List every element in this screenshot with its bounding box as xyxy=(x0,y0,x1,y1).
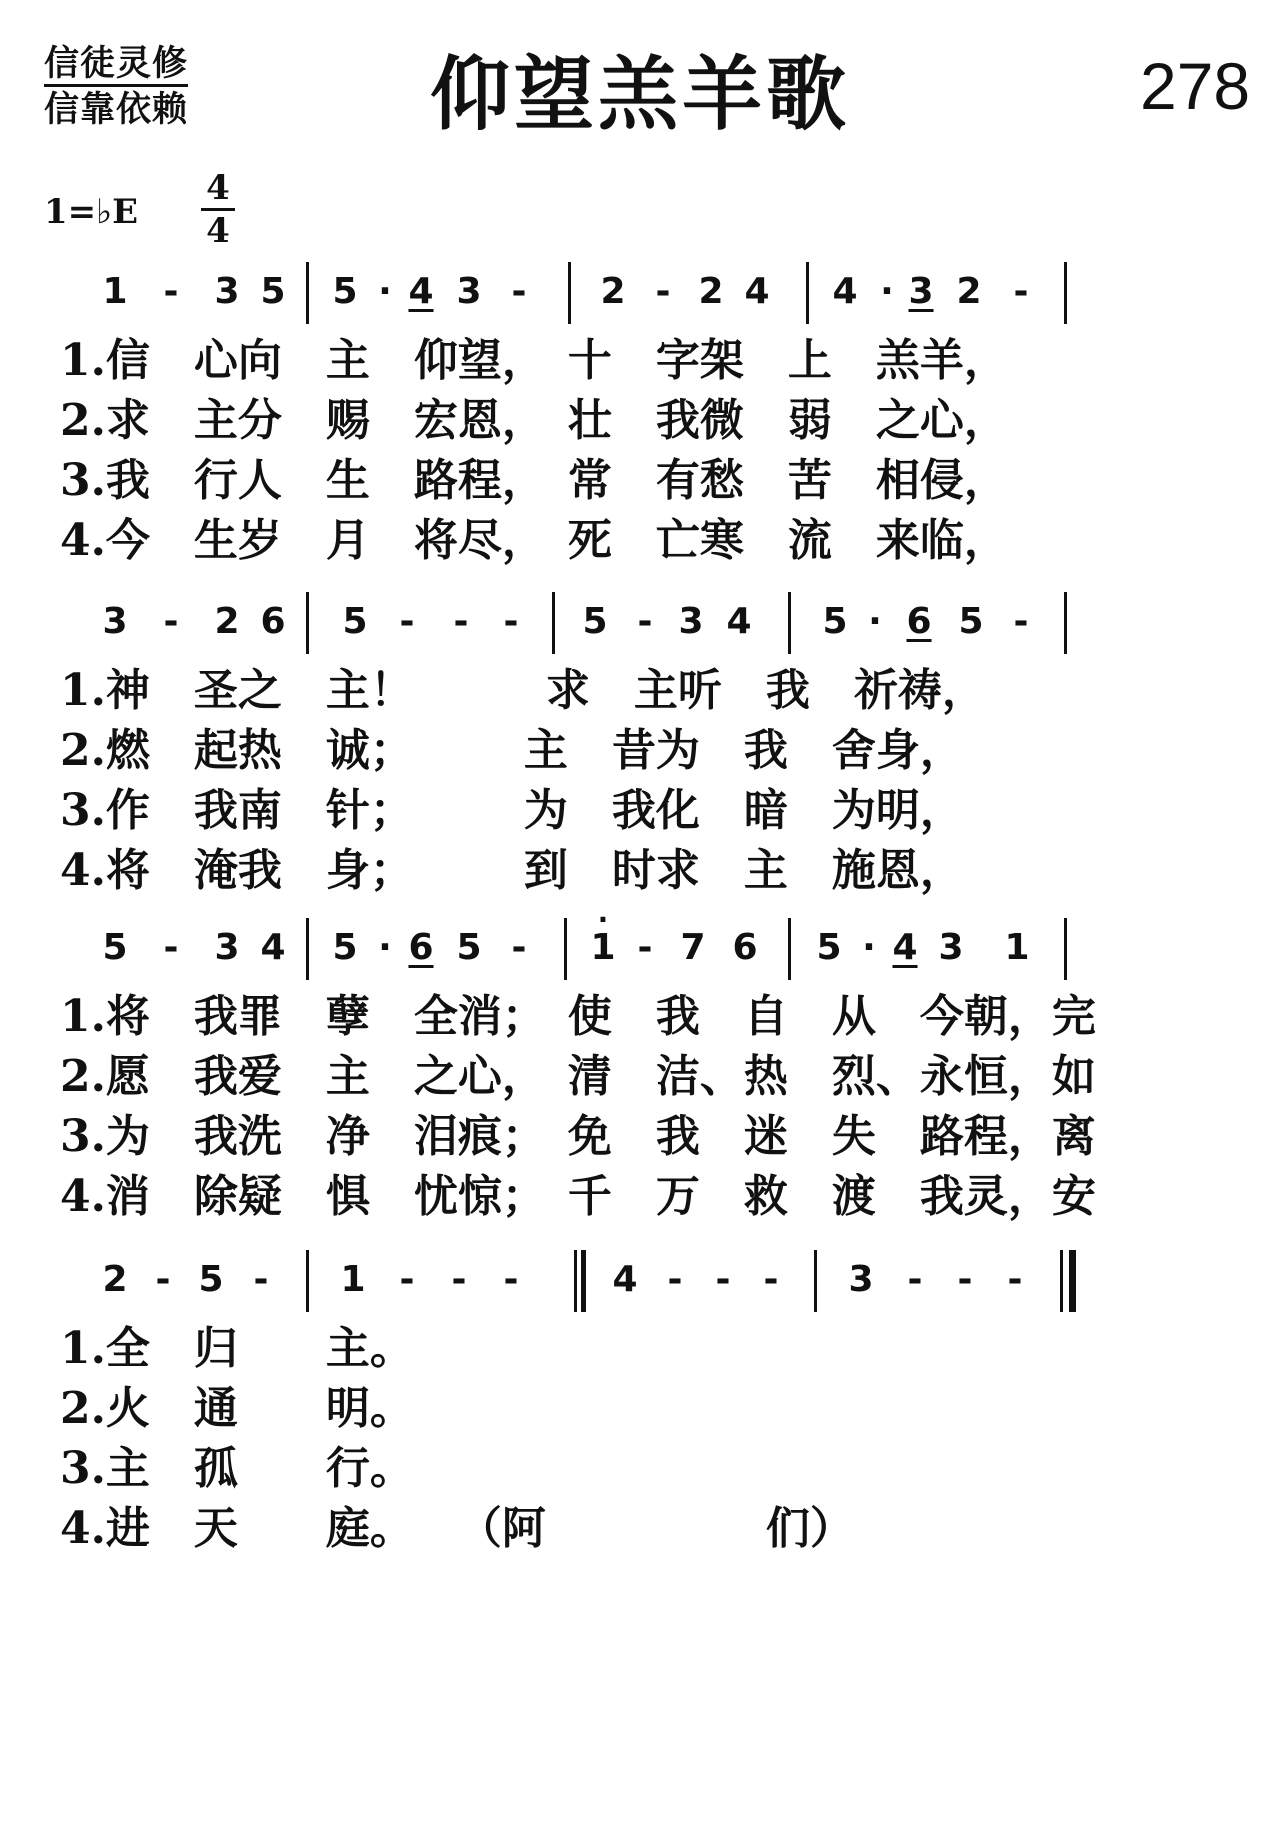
note: 5 xyxy=(332,271,358,312)
note-row xyxy=(0,592,1280,662)
bar-line xyxy=(1064,918,1067,980)
lyric-verse-1: 1.全 归 主。 xyxy=(60,1323,414,1374)
note: 4 xyxy=(832,271,858,312)
note: 6 xyxy=(732,927,758,968)
note: 4 xyxy=(726,601,752,642)
note: 3 xyxy=(938,927,964,968)
note: - xyxy=(763,1259,779,1300)
note: · xyxy=(862,927,876,968)
note: 2 xyxy=(600,271,626,312)
note: 5 xyxy=(582,601,608,642)
lyric-verse-4: 4.将 淹我 身； 到 时求 主 施恩， xyxy=(60,845,964,896)
note: · xyxy=(378,927,392,968)
bar-line xyxy=(552,592,555,654)
bar-line xyxy=(306,918,309,980)
lyric-verse-2: 2.燃 起热 诚； 主 昔为 我 舍身， xyxy=(60,725,964,776)
lyric-verse-3: 3.我 行人 生 路程， 常 有愁 苦 相侵， xyxy=(60,455,1008,506)
bar-line xyxy=(788,592,791,654)
time-signature xyxy=(200,168,236,251)
lyric-verse-1: 1.信 心向 主 仰望， 十 字架 上 羔羊， xyxy=(60,335,1008,386)
note: 6 xyxy=(906,601,932,642)
note: 5 xyxy=(958,601,984,642)
bar-line xyxy=(306,262,309,324)
bar-line xyxy=(564,918,567,980)
bar-line xyxy=(1064,262,1067,324)
note: 1 xyxy=(1004,927,1030,968)
note: - xyxy=(399,601,415,642)
category-label xyxy=(44,44,234,133)
note: - xyxy=(655,271,671,312)
note: 2 xyxy=(214,601,240,642)
note: 7 xyxy=(680,927,706,968)
final-bar-line xyxy=(1060,1250,1063,1312)
note: - xyxy=(451,1259,467,1300)
note: 6 xyxy=(260,601,286,642)
note-high-octave: · 1 xyxy=(588,918,618,978)
note: - xyxy=(253,1259,269,1300)
category-line-2: 信靠依赖 xyxy=(44,89,189,130)
bar-line xyxy=(1064,592,1067,654)
note: 3 xyxy=(456,271,482,312)
note: · xyxy=(378,271,392,312)
note: 4 xyxy=(408,271,434,312)
bar-line xyxy=(788,918,791,980)
note: 3 xyxy=(908,271,934,312)
lyric-verse-3: 3.为 我洗 净 泪痕； 免 我 迷 失 路程，离 xyxy=(60,1111,1096,1162)
bar-line xyxy=(306,1250,309,1312)
note: 5 xyxy=(260,271,286,312)
note: - xyxy=(503,601,519,642)
lyric-verse-2: 2.愿 我爱 主 之心， 清 洁、热 烈、永恒，如 xyxy=(60,1051,1096,1102)
note: 5 xyxy=(332,927,358,968)
note: - xyxy=(399,1259,415,1300)
lyric-verse-3: 3.主 孤 行。 xyxy=(60,1443,414,1494)
note: - xyxy=(715,1259,731,1300)
note: 6 xyxy=(408,927,434,968)
lyric-verse-4: 4.进 天 庭。 （阿 们） xyxy=(60,1503,854,1554)
note: - xyxy=(155,1259,171,1300)
note: - xyxy=(1007,1259,1023,1300)
note-row xyxy=(0,918,1280,988)
note: - xyxy=(163,927,179,968)
bar-line xyxy=(814,1250,817,1312)
note: 5 xyxy=(816,927,842,968)
note: 4 xyxy=(612,1259,638,1300)
note: - xyxy=(511,271,527,312)
note: - xyxy=(163,271,179,312)
note: 4 xyxy=(260,927,286,968)
bar-line xyxy=(806,262,809,324)
note: - xyxy=(503,1259,519,1300)
lyric-verse-2: 2.求 主分 赐 宏恩， 壮 我微 弱 之心， xyxy=(60,395,1008,446)
note: - xyxy=(637,601,653,642)
category-line-1: 信徒灵修 xyxy=(44,44,188,87)
note: 1 xyxy=(102,271,128,312)
lyric-verse-2: 2.火 通 明。 xyxy=(60,1383,414,1434)
hymn-number: 278 xyxy=(1140,49,1251,123)
note: · xyxy=(880,271,894,312)
note: - xyxy=(163,601,179,642)
note: 2 xyxy=(698,271,724,312)
note: 3 xyxy=(214,271,240,312)
bar-line xyxy=(568,262,571,324)
note: - xyxy=(453,601,469,642)
note: 1 xyxy=(340,1259,366,1300)
note: 5 xyxy=(456,927,482,968)
note: 2 xyxy=(956,271,982,312)
note: 3 xyxy=(214,927,240,968)
note: - xyxy=(511,927,527,968)
time-signature-bottom: 4 xyxy=(206,211,230,251)
note: 5 xyxy=(198,1259,224,1300)
note: - xyxy=(907,1259,923,1300)
note: 4 xyxy=(892,927,918,968)
note: 5 xyxy=(822,601,848,642)
lyric-verse-1: 1.将 我罪 孽 全消； 使 我 自 从 今朝，完 xyxy=(60,991,1096,1042)
bar-line xyxy=(306,592,309,654)
key-signature: 1=♭E xyxy=(44,192,139,232)
note: - xyxy=(1013,601,1029,642)
note: 3 xyxy=(678,601,704,642)
lyric-verse-3: 3.作 我南 针； 为 我化 暗 为明， xyxy=(60,785,964,836)
note: - xyxy=(957,1259,973,1300)
note: - xyxy=(667,1259,683,1300)
note-row xyxy=(0,1250,1280,1320)
note: 4 xyxy=(744,271,770,312)
note: 3 xyxy=(848,1259,874,1300)
hymn-title: 仰望羔羊歌 xyxy=(430,48,850,141)
lyric-verse-4: 4.今 生岁 月 将尽， 死 亡寒 流 来临， xyxy=(60,515,1008,566)
lyric-verse-1: 1.神 圣之 主！ 求 主听 我 祈祷， xyxy=(60,665,986,716)
note: - xyxy=(1013,271,1029,312)
note: · xyxy=(868,601,882,642)
note: 5 xyxy=(102,927,128,968)
double-bar-line xyxy=(574,1250,577,1312)
note-row xyxy=(0,262,1280,332)
time-signature-top: 4 xyxy=(206,168,230,208)
note: - xyxy=(637,927,653,968)
lyric-verse-4: 4.消 除疑 惧 忧惊； 千 万 救 渡 我灵，安 xyxy=(60,1171,1096,1222)
note: 3 xyxy=(102,601,128,642)
note: 5 xyxy=(342,601,368,642)
note: 2 xyxy=(102,1259,128,1300)
